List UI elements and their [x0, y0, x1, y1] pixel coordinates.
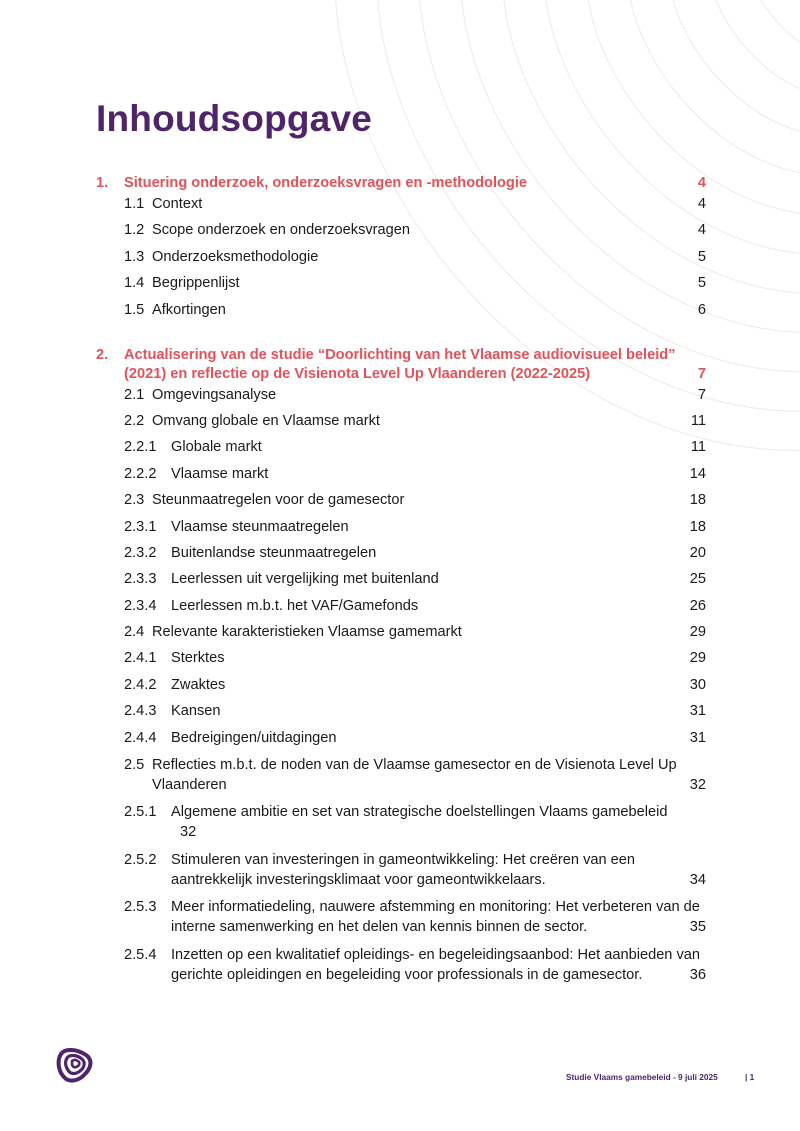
- toc-entry[interactable]: [96, 850, 706, 890]
- toc-entry[interactable]: [96, 301, 706, 320]
- background-curve: [755, 0, 800, 58]
- toc-entry-number: 2.3.2: [124, 544, 157, 561]
- toc-entry-number: 2.1: [124, 386, 145, 403]
- toc-entry-page: 4: [697, 196, 706, 212]
- toc-entry-title: Begrippenlijst: [152, 275, 240, 292]
- toc-entry-number: 2.5.3: [124, 899, 157, 916]
- toc-entry-title: Situering onderzoek, onderzoeksvragen en -methodologie: [124, 175, 528, 191]
- toc-entry-page: 11: [690, 412, 706, 429]
- toc-entry-page: 20: [689, 544, 706, 561]
- toc-entry-number: 1.2: [124, 222, 145, 239]
- toc-entry-title: Leerlessen m.b.t. het VAF/Gamefonds: [171, 597, 419, 614]
- toc-entry-page: 29: [689, 624, 706, 641]
- toc-entry-page: 4: [697, 175, 706, 191]
- toc-entry-title: Inzetten op een kwalitatief opleidings- en begeleidingsaanbod: Het aanbieden van gerichte opleidingen en begeleiding voor professionals in de gamesector.: [171, 946, 701, 983]
- background-curve: [713, 0, 800, 97]
- page-title: Inhoudsopgave: [96, 98, 372, 139]
- toc-entry-page: 5: [697, 248, 706, 265]
- toc-entry[interactable]: [96, 702, 706, 721]
- toc-entry-number: 1.3: [124, 248, 145, 265]
- toc-entry[interactable]: [96, 518, 706, 537]
- toc-entry-number: 2.2.1: [124, 439, 157, 456]
- toc-entry-page: 18: [689, 492, 706, 509]
- toc-entry-title: Bedreigingen/uitdagingen: [171, 729, 337, 746]
- toc-entry-page: 30: [689, 676, 706, 693]
- toc-entry-title: Actualisering van de studie “Doorlichting van het Vlaamse audiovisueel beleid” (2021) en reflectie op de Visienota Level Up Vlaanderen (2022-2025): [124, 346, 676, 382]
- toc-entry-title: Leerlessen uit vergelijking met buitenland: [171, 571, 439, 588]
- toc-entry-number: 2.4.2: [124, 676, 157, 693]
- toc-entry[interactable]: [96, 195, 706, 214]
- toc-entry-title: Vlaamse markt: [171, 465, 269, 482]
- background-curve: [671, 0, 800, 137]
- toc-entry-number: 2.2: [124, 412, 145, 429]
- toc-entry-title: Steunmaatregelen voor de gamesector: [152, 492, 405, 509]
- toc-entry-page: 32: [689, 777, 706, 794]
- toc-entry-title: Globale markt: [171, 439, 262, 456]
- toc-entry-title: Scope onderzoek en onderzoeksvragen: [152, 222, 410, 239]
- toc-entry[interactable]: [96, 570, 706, 589]
- toc-entry[interactable]: [96, 438, 706, 457]
- toc-entry[interactable]: [96, 386, 706, 405]
- toc-entry-title: Omgevingsanalyse: [152, 386, 277, 403]
- toc-entry-page: 25: [689, 571, 706, 588]
- toc-entry[interactable]: [96, 221, 706, 240]
- toc-entry-title: Vlaamse steunmaatregelen: [171, 518, 349, 535]
- toc-entry-number: 2.3: [124, 492, 145, 509]
- toc-entry-title: Relevante karakteristieken Vlaamse gamemarkt: [152, 624, 462, 641]
- toc-entry[interactable]: [96, 945, 706, 985]
- toc-entry-title: Algemene ambitie en set van strategische doelstellingen Vlaams gamebeleid: [171, 804, 668, 821]
- toc-entry-number: 1.1: [124, 196, 145, 212]
- toc-entry[interactable]: [96, 676, 706, 695]
- toc-entry-page: 31: [689, 703, 706, 720]
- toc-entry[interactable]: [96, 544, 706, 563]
- toc-entry-title: Stimuleren van investeringen in gameontwikkeling: Het creëren van een aantrekkelijk investeringsklimaat voor gameontwikkelaars.: [171, 851, 636, 888]
- toc-entry-page: 4: [697, 222, 706, 239]
- toc-entry[interactable]: [96, 491, 706, 510]
- toc-entry-title: Onderzoeksmethodologie: [152, 248, 319, 265]
- footer-page-number: | 1: [745, 1072, 755, 1082]
- toc-entry-page: 18: [689, 518, 706, 535]
- toc-entry-page: 34: [689, 871, 706, 888]
- table-of-contents: [96, 174, 706, 985]
- toc-entry-title: Meer informatiedeling, nauwere afstemming en monitoring: Het verbeteren van de interne samenwerking en het delen van kennis binnen de sector.: [171, 899, 700, 936]
- toc-entry-page: 11: [690, 439, 706, 456]
- toc-entry-title: Sterktes: [171, 650, 225, 667]
- toc-entry-number: 2.3.1: [124, 518, 157, 535]
- toc-entry-page: 6: [697, 301, 706, 318]
- toc-entry[interactable]: [96, 623, 706, 642]
- toc-entry-number: 1.: [96, 175, 109, 191]
- toc-entry-page: 14: [689, 465, 706, 482]
- toc-entry-page: 29: [689, 650, 706, 667]
- toc-entry-title: Afkortingen: [152, 301, 226, 318]
- toc-entry[interactable]: [96, 274, 706, 293]
- toc-entry-page: 35: [689, 919, 706, 936]
- toc-entry-page: 32: [180, 824, 197, 841]
- toc-entry[interactable]: [96, 649, 706, 668]
- toc-entry-number: 1.4: [124, 275, 145, 292]
- toc-entry[interactable]: [96, 248, 706, 267]
- concentric-swirl-logo-icon: [55, 1046, 95, 1084]
- toc-entry-title: Omvang globale en Vlaamse markt: [152, 412, 380, 429]
- toc-entry-title: Zwaktes: [171, 676, 226, 693]
- background-curve: [629, 0, 800, 176]
- toc-entry[interactable]: [96, 597, 706, 616]
- toc-entry-number: 2.3.4: [124, 597, 157, 614]
- toc-entry[interactable]: [96, 755, 706, 795]
- toc-entry-title: Kansen: [171, 703, 221, 720]
- toc-entry-page: 7: [697, 365, 706, 382]
- toc-entry-number: 2.5.4: [124, 946, 157, 963]
- toc-entry[interactable]: [96, 174, 706, 193]
- toc-entry[interactable]: [96, 346, 706, 384]
- toc-entry-page: 5: [697, 275, 706, 292]
- toc-entry[interactable]: [96, 412, 706, 431]
- toc-entry-number: 2.4.3: [124, 703, 157, 720]
- footer-document-title: Studie Vlaams gamebeleid - 9 juli 2025: [566, 1072, 718, 1082]
- toc-entry[interactable]: [96, 802, 706, 842]
- toc-entry-page: 26: [689, 597, 706, 614]
- toc-entry-page: 7: [697, 386, 706, 403]
- toc-entry-number: 2.3.3: [124, 571, 157, 588]
- toc-entry[interactable]: [96, 729, 706, 748]
- toc-entry-number: 2.5.1: [124, 804, 157, 821]
- toc-entry-number: 2.5: [124, 757, 145, 774]
- toc-entry-number: 2.4: [124, 624, 145, 641]
- toc-entry-number: 2.5.2: [124, 851, 157, 868]
- toc-entry-page: 31: [689, 729, 706, 746]
- toc-entry-title: Context: [152, 196, 203, 212]
- toc-entry-number: 2.4.1: [124, 650, 157, 667]
- toc-entry-page: 36: [689, 966, 706, 983]
- toc-entry[interactable]: [96, 465, 706, 484]
- toc-entry-number: 2.2.2: [124, 465, 157, 482]
- toc-entry-title: Reflecties m.b.t. de noden van de Vlaamse gamesector en de Visienota Level Up Vlaanderen: [152, 757, 677, 794]
- toc-entry-number: 2.4.4: [124, 729, 157, 746]
- toc-entry-title: Buitenlandse steunmaatregelen: [171, 544, 377, 561]
- toc-entry-number: 2.: [96, 346, 109, 363]
- toc-entry-number: 1.5: [124, 301, 145, 318]
- toc-entry[interactable]: [96, 897, 706, 937]
